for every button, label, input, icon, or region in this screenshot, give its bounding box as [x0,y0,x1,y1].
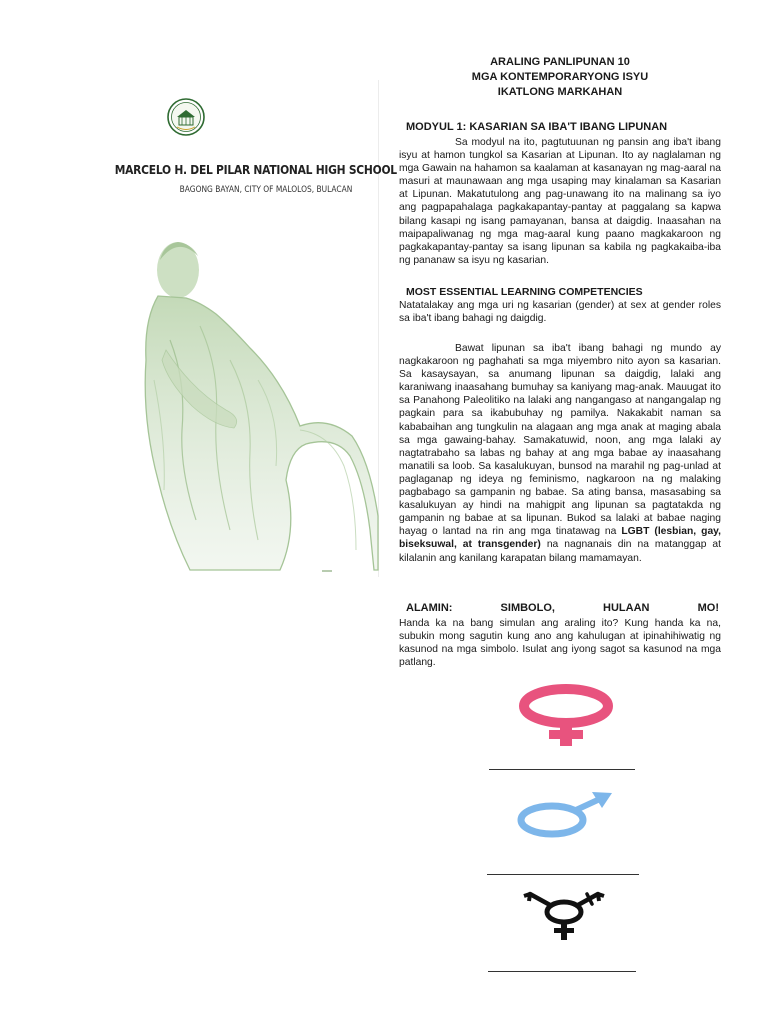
marcelo-h-del-pilar-figure-illustration [130,230,378,577]
gender-roles-paragraph [399,342,721,565]
alamin-word: HULAAN [603,602,650,614]
male-symbol-icon [514,790,614,840]
document-title [399,55,721,100]
school-seal-icon [167,97,205,137]
module-heading: MODYUL 1: KASARIAN SA IBA'T IBANG LIPUNAN [406,121,668,133]
female-symbol-icon [513,684,619,746]
paragraph-text-before: Bawat lipunan sa iba't ibang bahagi ng mundo ay nagkakaroon ng paghahati sa mga miyembro nito ayon sa kasarian. Sa kasaysayan, sa anumang lipunan sa daigdig, lalaki ang karaniwang inaasahang bumuhay sa kaniyang mag-anak. Mauugat ito sa Panahong Paleolitiko na lalaki ang nangangaso at nangangalap ng pagkain para sa ikabubuhay ng pamilya. Nakakabit naman sa kababaihan ang tungkulin na alagaan ang mga anak at maging abala sa mga gawaing-bahay. Samakatuwid, noon, ang mga lalaki ay nagtatrabaho sa labas ng bahay at ang mga babae ay inaasahang manatili sa loob. Sa kasalukuyan, bunsod na marahil ng pag-unlad at paglaganap ng ideya ng feminismo, nagkaroon na ng malaking pagbabago sa gampanin ng babae. Sa ating bansa, masasabing sa kasalukuyan ay hindi na mahigpit ang lipunan sa pagtatakda ng gampanin ng babae at sa lipunan. Bukod sa lalaki at babae naging hayag o lantad na rin ang mga tinatawag na [399,343,721,538]
quarter-title: IKATLONG MARKAHAN [497,86,623,98]
answer-blank-1[interactable] [489,769,635,770]
lgbt-term: LGBT (lesbian, gay, biseksuwal, at transgender) [399,526,721,551]
transgender-symbol-icon [514,890,614,942]
subject-subtitle: MGA KONTEMPORARYONG ISYU [471,71,649,83]
melc-heading: MOST ESSENTIAL LEARNING COMPETENCIES [406,286,643,298]
alamin-instructions: Handa ka na bang simulan ang araling ito? Kung handa ka na, subukin mong sagutin kung ano ang kahulugan at ipinahihiwatig ng kasunod na mga simbolo. Isulat ang iyong sagot sa kasunod na mga patlang. [399,618,721,669]
school-address: BAGONG BAYAN, CITY OF MALOLOS, BULACAN [179,185,353,195]
module-intro-paragraph: Sa modyul na ito, pagtutuunan ng pansin ang iba't ibang isyu at hamon tungkol sa Kasarian at Lipunan. Ito ay naglalaman ng mga Gawain na hahamon sa kaalaman at kasanayan ng mag-aaral na masuri at maunawaan ang mga usaping may kinalaman sa Kasarian at Lipunan. Makatutulong ang pag-unawang ito na malinang sa iyo ang pagpapahalaga pagkakapantay-pantay at paggalang sa kapwa bilang kasapi ng isang pamayanan, bansa at daigdig. Inaasahan na maipapaliwanag ng mga mag-aaral kung paano magkakaroon ng pagkakapantay-pantay sa isang lipunan sa kabila ng pagkakaiba-iba ng pananaw sa isyu ng kasarian. [399,137,721,266]
school-name: MARCELO H. DEL PILAR NATIONAL HIGH SCHOOL [114,162,397,177]
alamin-word: MO! [697,602,719,614]
subject-title: ARALING PANLIPUNAN 10 [490,56,630,68]
answer-blank-3[interactable] [488,971,636,972]
paragraph-text-after: na nagnanais din na matanggap at kilalanin ang kanilang karapatan bilang mamamayan. [399,539,721,564]
alamin-word: ALAMIN: [406,602,453,614]
answer-blank-2[interactable] [487,874,639,875]
alamin-word: SIMBOLO, [500,602,555,614]
cover-panel [114,80,397,577]
alamin-heading [406,602,719,615]
melc-paragraph: Natatalakay ang mga uri ng kasarian (gender) at sex at gender roles sa iba't ibang bahagi ng daigdig. [399,300,721,325]
